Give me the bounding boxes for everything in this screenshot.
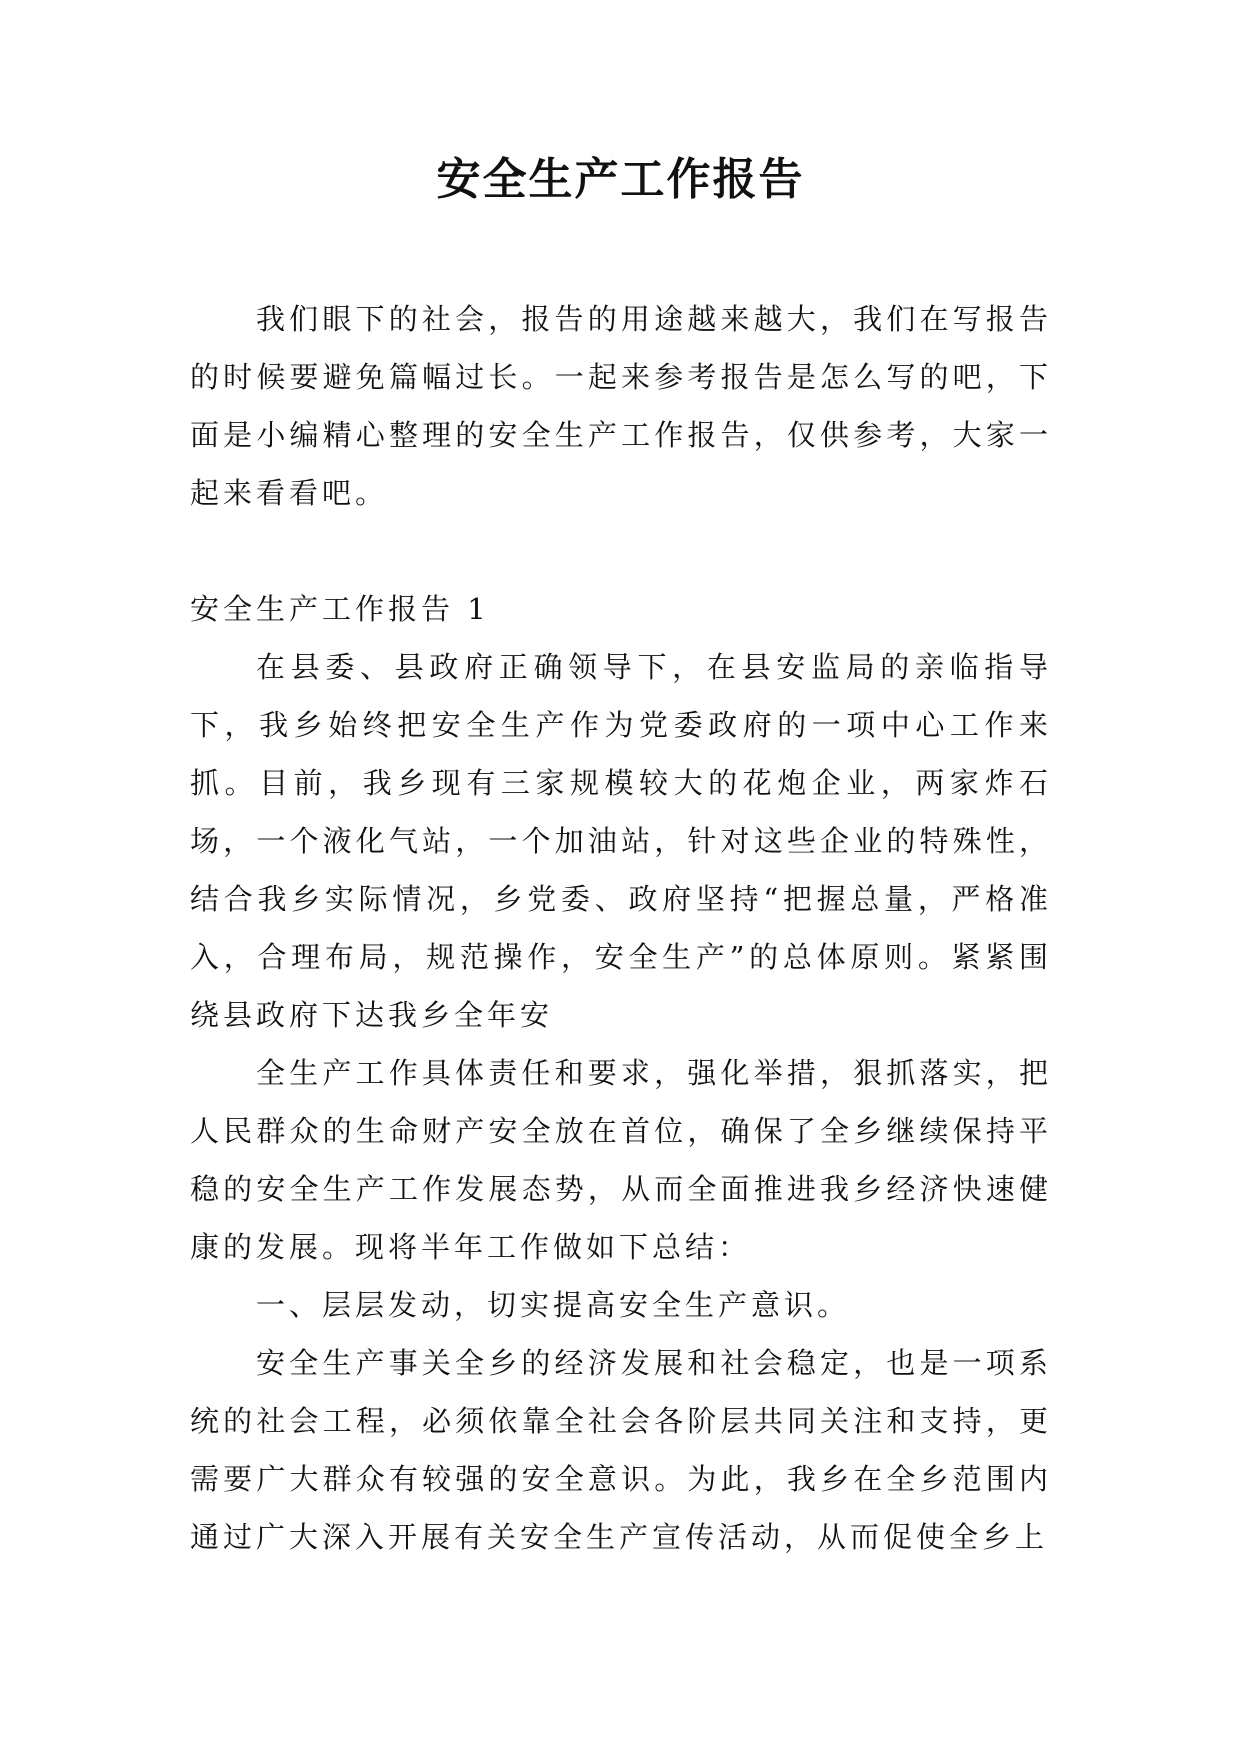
document-body [190, 290, 1052, 1566]
body-paragraph-2: 全生产工作具体责任和要求，强化举措，狠抓落实，把人民群众的生命财产安全放在首位，确保了全乡继续保持平稳的安全生产工作发展态势，从而全面推进我乡经济快速健康的发展。现将半年工作做如下总结： [190, 1056, 1052, 1264]
section-heading: 安全生产工作报告 1 [190, 592, 490, 626]
paragraph-gap [190, 522, 1052, 580]
body-paragraph-4: 安全生产事关全乡的经济发展和社会稳定，也是一项系统的社会工程，必须依靠全社会各阶层共同关注和支持，更需要广大群众有较强的安全意识。为此，我乡在全乡范围内通过广大深入开展有关安全生产宣传活动，从而促使全乡上 [190, 1346, 1052, 1554]
body-paragraph-3: 一、层层发动，切实提高安全生产意识。 [256, 1288, 851, 1322]
intro-paragraph: 我们眼下的社会，报告的用途越来越大，我们在写报告的时候要避免篇幅过长。一起来参考报告是怎么写的吧，下面是小编精心整理的安全生产工作报告，仅供参考，大家一起来看看吧。 [190, 302, 1052, 510]
document-title: 安全生产工作报告 [436, 154, 805, 205]
body-paragraph-1: 在县委、县政府正确领导下，在县安监局的亲临指导下，我乡始终把安全生产作为党委政府的一项中心工作来抓。目前，我乡现有三家规模较大的花炮企业，两家炸石场，一个液化气站，一个加油站，针对这些企业的特殊性，结合我乡实际情况，乡党委、政府坚持“把握总量，严格准入，合理布局，规范操作，安全生产”的总体原则。紧紧围绕县政府下达我乡全年安 [190, 650, 1052, 1032]
